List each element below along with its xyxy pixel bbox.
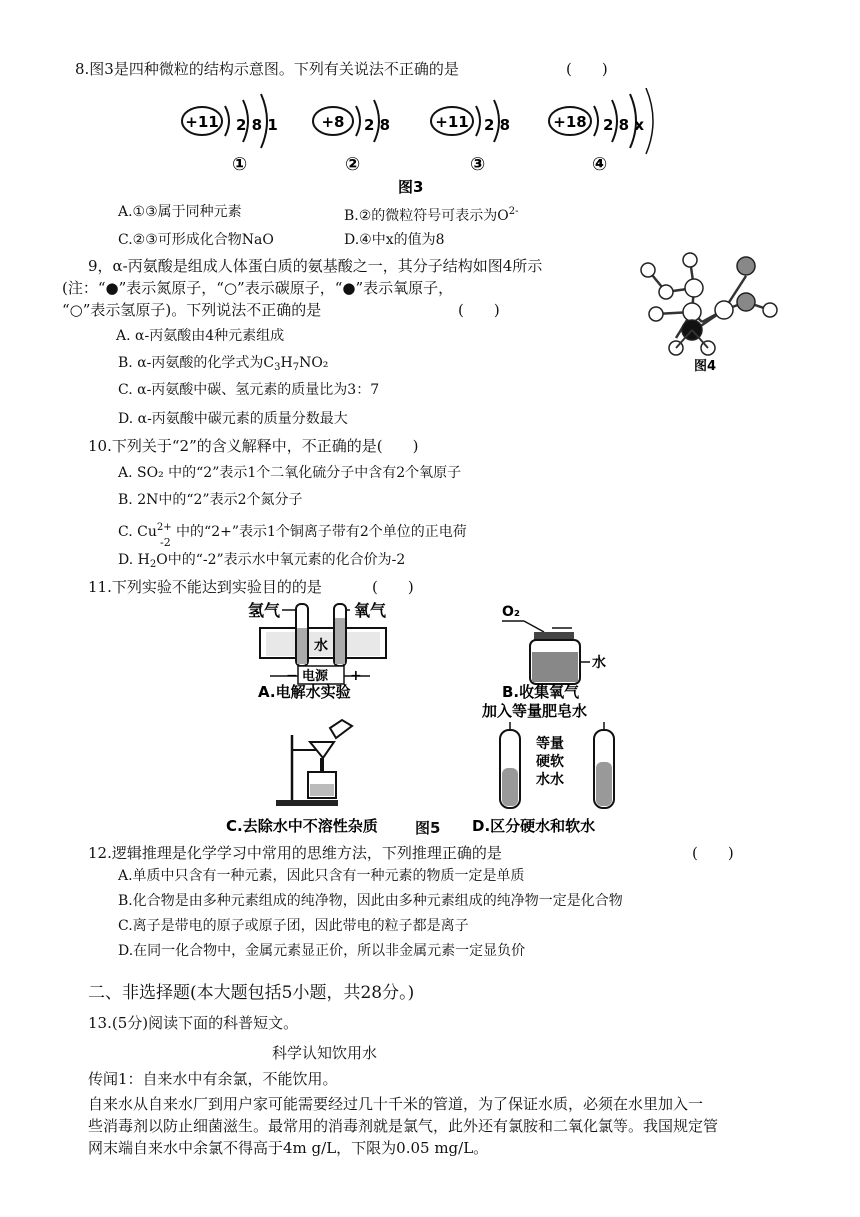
q10-option-c-text: 中的“2+”表示1个铜离子带有2个单位的正电荷 bbox=[171, 524, 467, 540]
q12-stem: 12.逻辑推理是化学学习中常用的思维方法，下列推理正确的是 bbox=[88, 844, 502, 862]
q8-option-d[interactable]: D.④中x的值为8 bbox=[344, 232, 445, 248]
q8-option-c[interactable]: C.②③可形成化合物NaO bbox=[118, 232, 274, 248]
q9-stem-line2: (注：“●”表示氮原子，“○”表示碳原子，“●”表示氧原子， bbox=[62, 279, 454, 297]
caption-d: D.区分硬水和软水 bbox=[472, 817, 596, 835]
q8-option-b[interactable] bbox=[344, 202, 519, 226]
figure-3-caption: 图3 bbox=[398, 178, 424, 196]
label-water-water: 水水 bbox=[536, 772, 564, 788]
q10-option-d-h: D. H bbox=[118, 552, 150, 568]
q10-option-d-sub: 2 bbox=[149, 559, 157, 570]
svg-text:−: − bbox=[286, 668, 298, 684]
label-water-a: 水 bbox=[314, 638, 328, 654]
q9-option-b-tail: NO₂ bbox=[299, 355, 329, 371]
q10-option-c-charge: 2+ bbox=[156, 522, 172, 533]
label-soap-water: 加入等量肥皂水 bbox=[482, 702, 588, 720]
atom-4-label: ④ bbox=[592, 154, 608, 175]
label-water-b: 水 bbox=[592, 655, 606, 671]
q9-option-a[interactable]: A. α-丙氨酸由4种元素组成 bbox=[116, 328, 285, 344]
q10-option-b[interactable]: B. 2N中的“2”表示2个氮分子 bbox=[118, 492, 303, 508]
rumor-1: 传闻1：自来水中有余氯，不能饮用。 bbox=[88, 1070, 338, 1088]
label-hard-soft: 硬软 bbox=[536, 754, 564, 770]
q8-answer-bracket: ( ) bbox=[566, 60, 608, 78]
label-power-source: 电源 bbox=[302, 669, 329, 684]
figure-5-caption: 图5 bbox=[415, 819, 441, 837]
q10-valence-mark: -2 bbox=[160, 536, 171, 549]
q9-answer-bracket: ( ) bbox=[458, 301, 500, 319]
label-equal: 等量 bbox=[536, 736, 564, 752]
q9-option-b[interactable] bbox=[118, 353, 328, 378]
q9-option-b-sub-h: 7 bbox=[292, 362, 300, 373]
experiment-figure-5 bbox=[210, 600, 660, 838]
atom-3-label: ③ bbox=[470, 154, 486, 175]
q12-option-c[interactable]: C.离子是带电的原子或原子团，因此带电的粒子都是离子 bbox=[118, 918, 469, 934]
q10-option-d[interactable] bbox=[118, 550, 405, 575]
atom-4 bbox=[549, 88, 653, 175]
svg-text:+: + bbox=[350, 668, 362, 684]
atom-3-nucleus: +11 bbox=[435, 113, 469, 131]
q10-stem: 10.下列关于“2”的含义解释中，不正确的是( ) bbox=[88, 437, 419, 455]
q12-option-a[interactable]: A.单质中只含有一种元素，因此只含有一种元素的物质一定是单质 bbox=[118, 868, 525, 884]
q10-option-d-text: O中的“-2”表示水中氧元素的化合价为-2 bbox=[156, 552, 406, 568]
q12-option-b[interactable]: B.化合物是由多种元素组成的纯净物，因此由多种元素组成的纯净物一定是化合物 bbox=[118, 893, 623, 909]
q10-option-c-ion: C. Cu bbox=[118, 524, 157, 540]
fig-electrolysis bbox=[248, 601, 387, 701]
q10-option-a[interactable]: A. SO₂ 中的“2”表示1个二氧化硫分子中含有2个氧原子 bbox=[118, 465, 462, 481]
article-paragraph-line3: 网末端自来水中余氯不得高于4m g/L，下限为0.05 mg/L。 bbox=[88, 1139, 489, 1157]
article-paragraph-line2: 些消毒剂以防止细菌滋生。最常用的消毒剂就是氯气，此外还有氯胺和二氧化氯等。我国规定管 bbox=[88, 1117, 719, 1135]
q9-option-b-text: B. α-丙氨酸的化学式为C bbox=[118, 355, 275, 371]
atom-4-nucleus: +18 bbox=[553, 113, 587, 131]
atomic-structure-figure bbox=[170, 88, 670, 196]
atom-2-nucleus: +8 bbox=[321, 113, 345, 131]
oxygen-atom-1 bbox=[737, 257, 755, 275]
section-2-heading: 二、非选择题(本大题包括5小题，共28分。) bbox=[88, 983, 415, 1003]
atom-1-label: ① bbox=[232, 154, 248, 175]
q8-option-b-charge: 2- bbox=[508, 206, 519, 217]
alanine-molecule-figure bbox=[628, 240, 778, 375]
atom-1-shells: 2 8 1 bbox=[236, 116, 278, 134]
article-title: 科学认知饮用水 bbox=[272, 1044, 378, 1062]
q8-stem: 8.图3是四种微粒的结构示意图。下列有关说法不正确的是 bbox=[75, 60, 459, 78]
caption-a: A.电解水实验 bbox=[258, 683, 351, 701]
article-paragraph-line1: 自来水从自来水厂到用户家可能需要经过几十千米的管道，为了保证水质，必须在水里加入一 bbox=[88, 1095, 704, 1113]
q8-option-b-text: B.②的微粒符号可表示为O bbox=[344, 208, 509, 224]
label-o2: O₂ bbox=[502, 604, 521, 620]
q11-answer-bracket: ( ) bbox=[372, 578, 414, 596]
atom-1-nucleus: +11 bbox=[185, 113, 219, 131]
fig-filtration bbox=[226, 720, 378, 835]
atom-2-shells: 2 8 bbox=[364, 116, 391, 134]
q9-option-c[interactable]: C. α-丙氨酸中碳、氢元素的质量比为3：7 bbox=[118, 382, 380, 398]
atom-3-shells: 2 8 bbox=[484, 116, 511, 134]
figure-4-caption: 图4 bbox=[694, 359, 717, 374]
caption-c: C.去除水中不溶性杂质 bbox=[226, 817, 378, 835]
q9-stem-line1: 9，α-丙氨酸是组成人体蛋白质的氨基酸之一，其分子结构如图4所示 bbox=[88, 257, 543, 275]
q12-answer-bracket: ( ) bbox=[692, 844, 734, 862]
caption-b: B.收集氧气 bbox=[502, 683, 580, 701]
label-oxygen: 氧气 bbox=[354, 601, 387, 620]
q9-option-b-h: H bbox=[280, 355, 293, 371]
atom-4-shells: 2 8 x bbox=[603, 116, 644, 134]
atom-2 bbox=[313, 100, 390, 175]
atom-1 bbox=[182, 94, 278, 175]
q9-option-b-sub-c: 3 bbox=[274, 362, 281, 373]
q9-stem-line3: “○”表示氢原子)。下列说法不正确的是 bbox=[62, 301, 322, 319]
q12-option-d[interactable]: D.在同一化合物中，金属元素显正价，所以非金属元素一定显负价 bbox=[118, 943, 526, 959]
atom-2-label: ② bbox=[345, 154, 361, 175]
q11-stem: 11.下列实验不能达到实验目的的是 bbox=[88, 578, 322, 596]
label-hydrogen: 氢气 bbox=[248, 601, 281, 620]
atom-3 bbox=[431, 100, 510, 175]
fig-collect-oxygen bbox=[502, 604, 606, 701]
q9-option-d[interactable]: D. α-丙氨酸中碳元素的质量分数最大 bbox=[118, 411, 348, 427]
fig-hard-soft-water bbox=[472, 702, 614, 835]
q8-option-a[interactable]: A.①③属于同种元素 bbox=[118, 204, 242, 220]
oxygen-atom-2 bbox=[737, 293, 755, 311]
q13-stem: 13.(5分)阅读下面的科普短文。 bbox=[88, 1014, 299, 1032]
